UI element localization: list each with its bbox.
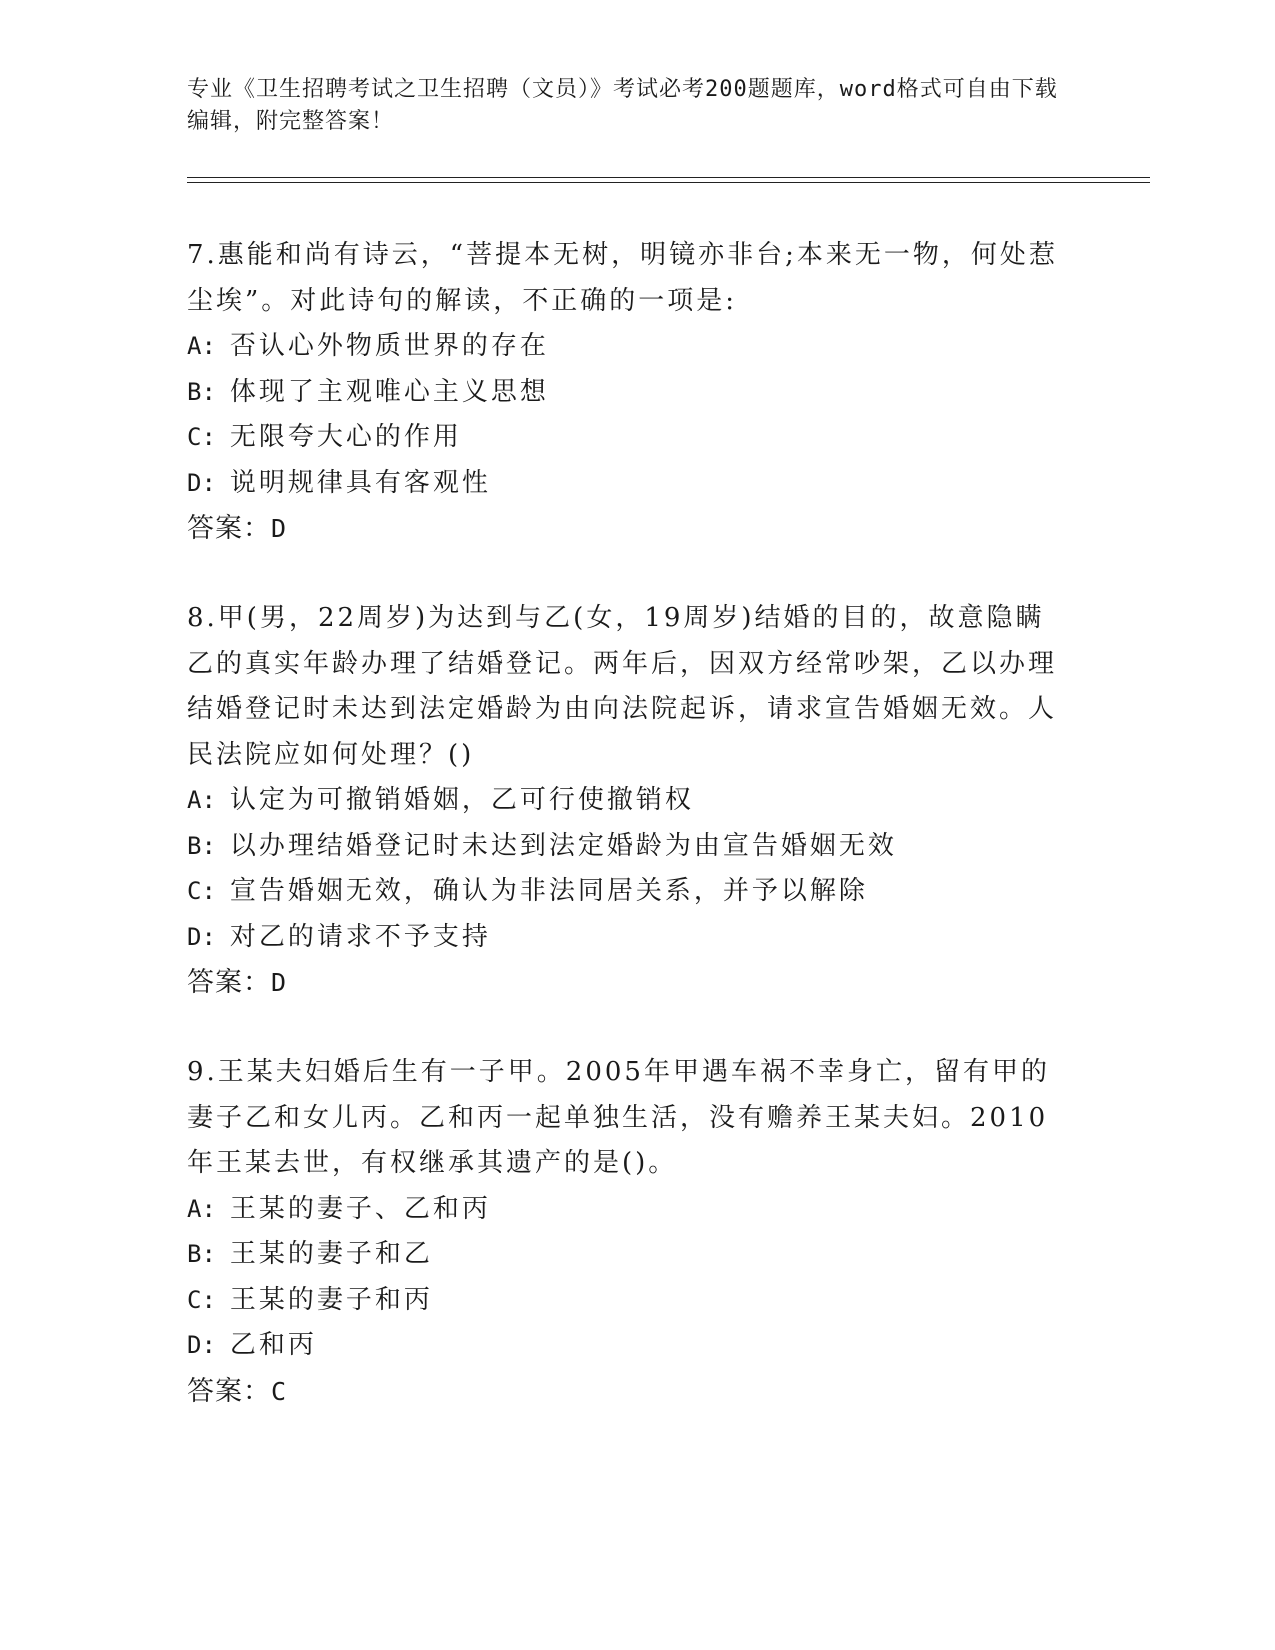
option-b <box>187 824 1067 870</box>
option-c <box>187 1278 1067 1324</box>
option-text: 王某的妻子和丙 <box>229 1284 433 1315</box>
option-text: 王某的妻子、乙和丙 <box>229 1193 491 1224</box>
document-header: 专业《卫生招聘考试之卫生招聘（文员）》考试必考200题题库，word格式可自由下载编辑，附完整答案！ <box>187 77 1058 134</box>
option-text: 无限夸大心的作用 <box>229 422 462 452</box>
option-key: C: <box>187 423 216 451</box>
option-text: 宣告婚姻无效，确认为非法同居关系，并予以解除 <box>229 876 868 906</box>
option-key: A: <box>187 332 216 360</box>
option-c <box>187 869 1067 915</box>
option-key: D: <box>187 1331 216 1359</box>
option-key: A: <box>187 786 216 814</box>
option-key: C: <box>187 1285 216 1314</box>
option-key: A: <box>187 1194 216 1223</box>
question-stem: 9.王某夫妇婚后生有一子甲。2005年甲遇车祸不幸身亡，留有甲的妻子乙和女儿丙。乙和丙一起单独生活，没有赡养王某夫妇。2010年王某去世，有权继承其遗产的是()。 <box>187 1057 1050 1178</box>
option-key: D: <box>187 922 216 951</box>
question-stem: 7.惠能和尚有诗云，“菩提本无树，明镜亦非台;本来无一物，何处惹尘埃”。对此诗句的解读，不正确的一项是: <box>187 240 1058 316</box>
question-stem: 8.甲(男，22周岁)为达到与乙(女，19周岁)结婚的目的，故意隐瞒乙的真实年龄办理了结婚登记。两年后，因双方经常吵架，乙以办理结婚登记时未达到法定婚龄为由向法院起诉，请求宣告婚姻无效。人民法院应如何处理？() <box>187 603 1058 770</box>
option-d <box>187 915 1067 961</box>
option-text: 以办理结婚登记时未达到法定婚龄为由宣告婚姻无效 <box>229 830 897 861</box>
option-key: C: <box>187 877 216 905</box>
option-key: B: <box>187 1240 216 1268</box>
header-divider-top <box>187 177 1150 178</box>
answer-label: 答案： <box>187 967 271 998</box>
option-text: 体现了主观唯心主义思想 <box>229 376 549 407</box>
header-divider-bottom <box>187 182 1150 183</box>
option-text: 王某的妻子和乙 <box>229 1239 433 1269</box>
answer-label: 答案： <box>187 1375 271 1407</box>
option-b <box>187 1232 1067 1278</box>
answer-value: D <box>271 514 288 543</box>
option-text: 说明规律具有客观性 <box>229 467 491 498</box>
answer-line <box>187 960 1067 1006</box>
option-text: 否认心外物质世界的存在 <box>229 331 549 361</box>
option-key: B: <box>187 377 216 406</box>
option-a <box>187 324 1067 370</box>
option-b <box>187 370 1067 416</box>
answer-line <box>187 506 1067 552</box>
option-key: D: <box>187 468 216 497</box>
option-d <box>187 1323 1067 1369</box>
option-key: B: <box>187 831 216 860</box>
option-text: 对乙的请求不予支持 <box>229 921 491 952</box>
option-a <box>187 1187 1067 1233</box>
answer-line <box>187 1369 1067 1415</box>
question-7 <box>187 233 1067 552</box>
option-d <box>187 461 1067 507</box>
option-text: 乙和丙 <box>229 1330 317 1360</box>
answer-value: C <box>271 1376 288 1406</box>
option-c <box>187 415 1067 461</box>
question-9 <box>187 1050 1067 1414</box>
option-text: 认定为可撤销婚姻，乙可行使撤销权 <box>229 785 694 815</box>
answer-label: 答案： <box>187 513 271 544</box>
option-a <box>187 778 1067 824</box>
answer-value: D <box>271 968 288 997</box>
question-8 <box>187 596 1067 1006</box>
